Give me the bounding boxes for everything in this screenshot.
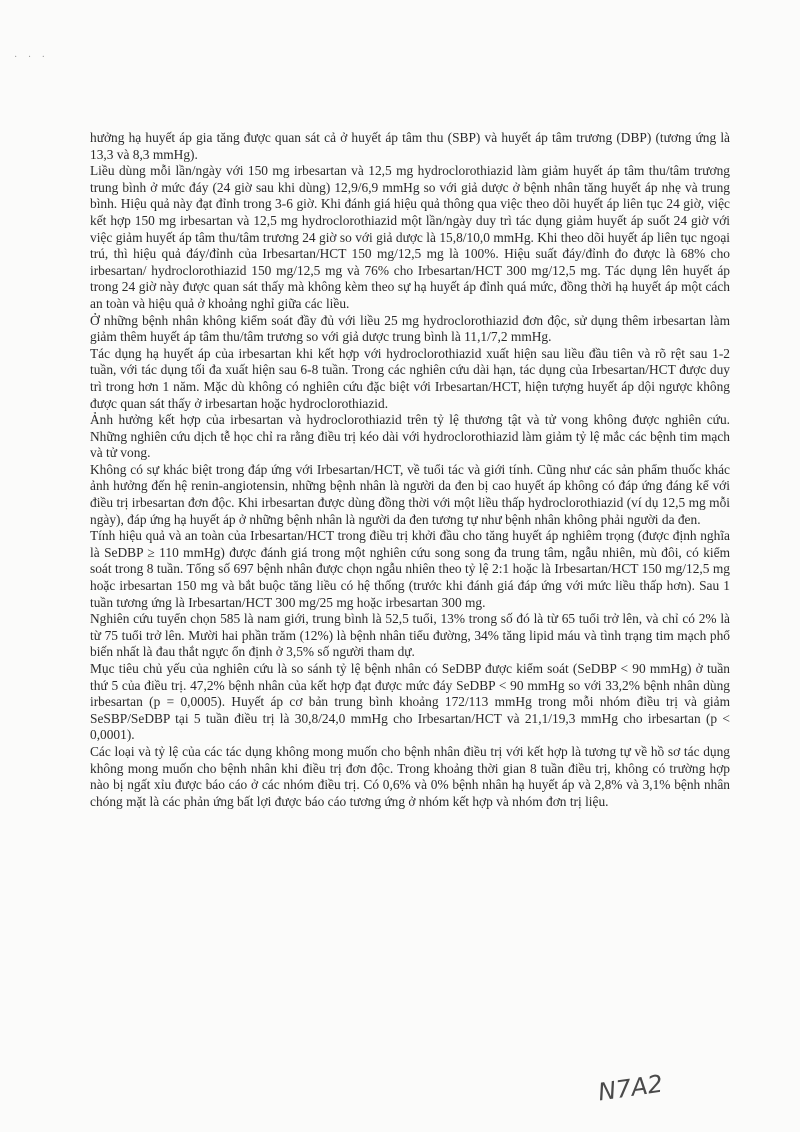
paragraph-4: Tác dụng hạ huyết áp của irbesartan khi kết hợp với hydroclorothiazid xuất hiện sau liều đầu tiên và rõ rệt sau 1-2 tuần, với tác dụng tối đa xuất hiện sau 6-8 tuần. Trong các nghiên cứu dài hạn, tác dụng của Irbesartan/HCT được duy trì trong hơn 1 năm. Mặc dù không có nghiên cứu đặc biệt với Irbesartan/HCT, hiện tượng huyết áp dội ngược không được quan sát thấy ở irbesartan hoặc hydroclorothiazid. (90, 345, 730, 411)
handwritten-signature: N7A2 (596, 1069, 665, 1107)
paragraph-10: Các loại và tỷ lệ của các tác dụng không mong muốn cho bệnh nhân điều trị với kết hợp là tương tự về hồ sơ tác dụng không mong muốn cho bệnh nhân khi điều trị đơn độc. Trong khoảng thời gian 8 tuần điều trị, không có trường hợp nào bị ngất xỉu được báo cáo ở các nhóm điều trị. Có 0,6% và 0% bệnh nhân hạ huyết áp và 2,8% và 3,1% bệnh nhân chóng mặt là các phản ứng bất lợi được báo cáo tương ứng ở nhóm kết hợp và nhóm đơn trị liệu. (90, 743, 730, 809)
paragraph-8: Nghiên cứu tuyển chọn 585 là nam giới, trung bình là 52,5 tuổi, 13% trong số đó là từ 65 tuổi trở lên, và chỉ có 2% là từ 75 tuổi trở lên. Mười hai phần trăm (12%) là bệnh nhân tiểu đường, 34% tăng lipid máu và tình trạng tim mạch phổ biến nhất là đau thắt ngực ổn định ở 3,5% số người tham dự. (90, 611, 730, 660)
paragraph-2: Liều dùng mỗi lần/ngày với 150 mg irbesartan và 12,5 mg hydroclorothiazid làm giảm huyết áp tâm thu/tâm trương trung bình ở mức đáy (24 giờ sau khi dùng) 12,9/6,9 mmHg so với giả dược ở bệnh nhân tăng huyết áp nhẹ và trung bình. Hiệu quả này đạt đỉnh trong 3-6 giờ. Khi đánh giá hiệu quả thông qua việc theo dõi huyết áp liên tục 24 giờ, việc kết hợp 150 mg irbesartan và 12,5 mg hydroclorothiazid một lần/ngày duy trì tác dụng giảm huyết áp suốt 24 giờ với việc giảm huyết áp tâm thu/tâm trương 24 giờ so với giả dược là 15,8/10,0 mmHg. Khi theo dõi huyết áp liên tục ngoại trú, thì hiệu quả đáy/đỉnh của Irbesartan/HCT 150 mg/12,5 mg là 100%. Hiệu suất đáy/đỉnh đo được là 68% cho irbesartan/ hydroclorothiazid 150 mg/12,5 mg và 76% cho Irbesartan/HCT 300 mg/12,5 mg. Tác dụng lên huyết áp trong 24 giờ này được quan sát thấy mà không kèm theo sự hạ huyết áp đỉnh quá mức, đồng thời hạ huyết áp một cách an toàn và hiệu quả ở khoảng nghỉ giữa các liều. (90, 163, 730, 311)
paragraph-7: Tính hiệu quả và an toàn của Irbesartan/HCT trong điều trị khởi đầu cho tăng huyết áp nghiêm trọng (được định nghĩa là SeDBP ≥ 110 mmHg) được đánh giá trong một nghiên cứu song song đa trung tâm, ngẫu nhiên, mù đôi, có kiểm soát trong 8 tuần. Tổng số 697 bệnh nhân được chọn ngẫu nhiên theo tỷ lệ 2:1 hoặc là Irbesartan/HCT 150 mg/12,5 mg hoặc irbesartan 150 mg và bắt buộc tăng liều có hệ thống (trước khi đánh giá đáp ứng với mức liều thấp hơn). Sau 1 tuần tương ứng là Irbesartan/HCT 300 mg/25 mg hoặc irbesartan 300 mg. (90, 528, 730, 610)
scan-corner-marks: · · · (14, 52, 49, 63)
paragraph-9: Mục tiêu chủ yếu của nghiên cứu là so sánh tỷ lệ bệnh nhân có SeDBP được kiểm soát (SeDBP < 90 mmHg) ở tuần thứ 5 của điều trị. 47,2% bệnh nhân của kết hợp đạt được mức đáy SeDBP < 90 mmHg so với 33,2% bệnh nhân dùng irbesartan (p = 0,0005). Huyết áp cơ bản trung bình khoảng 172/113 mmHg trong mỗi nhóm điều trị và giảm SeSBP/SeDBP tại 5 tuần điều trị là 30,8/24,0 mmHg cho Irbesartan/HCT và 21,1/19,3 mmHg cho irbesartan (p < 0,0001). (90, 661, 730, 743)
paragraph-5: Ảnh hưởng kết hợp của irbesartan và hydroclorothiazid trên tỷ lệ thương tật và tử vong không được nghiên cứu. Những nghiên cứu dịch tễ học chỉ ra rằng điều trị kéo dài với hydroclorothiazid làm giảm tỷ lệ mắc các bệnh tim mạch và tử vong. (90, 412, 730, 461)
paragraph-6: Không có sự khác biệt trong đáp ứng với Irbesartan/HCT, về tuổi tác và giới tính. Cũng như các sản phẩm thuốc khác ảnh hưởng đến hệ renin-angiotensin, những bệnh nhân là người da đen bị cao huyết áp không có đáp ứng đáng kể với điều trị irbesartan đơn độc. Khi irbesartan được dùng đồng thời với một liều thấp hydroclorothiazid (ví dụ 12,5 mg mỗi ngày), đáp ứng hạ huyết áp ở những bệnh nhân là người da đen tương tự như bệnh nhân không phải người da đen. (90, 461, 730, 527)
document-body (90, 130, 730, 810)
paragraph-3: Ở những bệnh nhân không kiểm soát đầy đủ với liều 25 mg hydroclorothiazid đơn độc, sử dụng thêm irbesartan làm giảm thêm huyết áp tâm thu/tâm trương so với giả dược trung bình là 11,1/7,2 mmHg. (90, 312, 730, 345)
paragraph-1: hưởng hạ huyết áp gia tăng được quan sát cả ở huyết áp tâm thu (SBP) và huyết áp tâm trương (DBP) (tương ứng là 13,3 và 8,3 mmHg). (90, 130, 730, 162)
